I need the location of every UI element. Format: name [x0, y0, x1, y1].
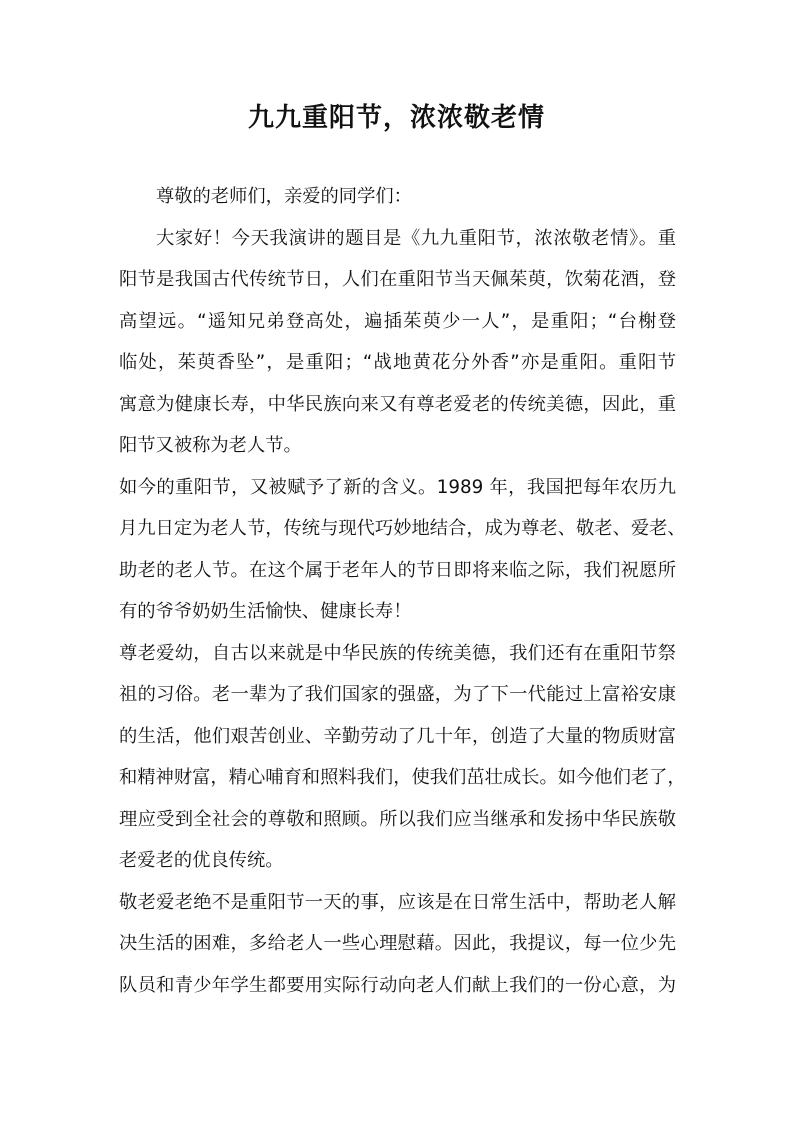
paragraph-line: 队员和青少年学生都要用实际行动向老人们献上我们的一份心意，为	[119, 974, 676, 996]
paragraph-line: 大家好！今天我演讲的题目是《九九重阳节，浓浓敬老情》。重	[156, 227, 676, 249]
document-body	[119, 176, 686, 1006]
paragraph-line: 助老的老人节。在这个属于老年人的节日即将来临之际，我们祝愿所	[119, 559, 676, 581]
paragraph	[119, 467, 686, 633]
paragraph-line: 阳节是我国古代传统节日，人们在重阳节当天佩茱萸，饮菊花酒，登	[119, 269, 676, 290]
paragraph-line: 决生活的困难，多给老人一些心理慰藉。因此，我提议，每一位少先	[119, 933, 676, 954]
paragraph-line: 敬老爱老绝不是重阳节一天的事，应该是在日常生活中，帮助老人解	[119, 891, 676, 913]
paragraph-line: 如今的重阳节，又被赋予了新的含义。1989 年，我国把每年农历九	[119, 476, 676, 498]
document-title: 九九重阳节，浓浓敬老情	[247, 103, 545, 133]
paragraph	[119, 218, 676, 467]
paragraph	[119, 882, 676, 1007]
paragraph-line: 有的爷爷奶奶生活愉快、健康长寿！	[119, 601, 412, 622]
paragraph-line: 尊老爱幼，自古以来就是中华民族的传统美德，我们还有在重阳节祭	[119, 642, 676, 664]
paragraph-line: 的生活，他们艰苦创业、辛勤劳动了几十年，创造了大量的物质财富	[119, 725, 676, 747]
paragraph-line: 高望远。“遥知兄弟登高处，遍插茱萸少一人”，是重阳；“台榭登	[119, 310, 676, 332]
paragraph-line: 月九日定为老人节，传统与现代巧妙地结合，成为尊老、敬老、爱老、	[119, 518, 686, 539]
paragraph-line: 阳节又被称为老人节。	[119, 435, 302, 456]
greeting: 尊敬的老师们，亲爱的同学们：	[156, 186, 412, 207]
paragraph-line: 和精神财富，精心哺育和照料我们，使我们茁壮成长。如今他们老了，	[119, 767, 686, 788]
paragraph-line: 理应受到全社会的尊敬和照顾。所以我们应当继承和发扬中华民族敬	[119, 808, 676, 830]
paragraph	[119, 633, 686, 882]
paragraph-line: 寓意为健康长寿，中华民族向来又有尊老爱老的传统美德，因此，重	[119, 393, 676, 415]
paragraph-line: 老爱老的优良传统。	[119, 850, 284, 871]
paragraph-line: 祖的习俗。老一辈为了我们国家的强盛，为了下一代能过上富裕安康	[119, 684, 676, 705]
paragraph-line: 临处，茱萸香坠”，是重阳；“战地黄花分外香”亦是重阳。重阳节	[119, 352, 676, 373]
